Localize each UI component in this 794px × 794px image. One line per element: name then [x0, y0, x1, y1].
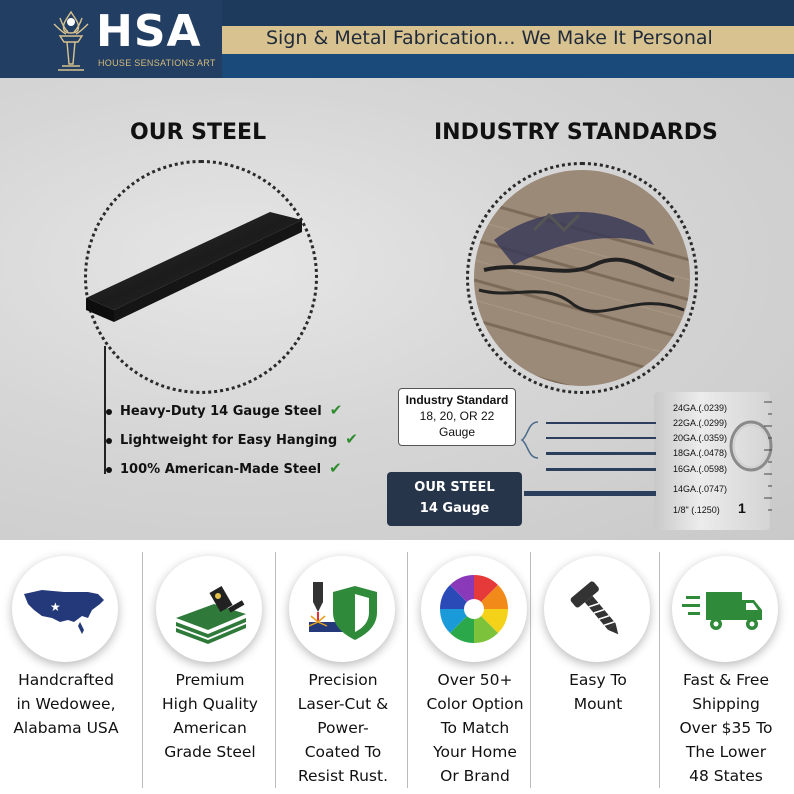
bracket-icon [520, 420, 540, 460]
gauge-line-16 [546, 468, 656, 471]
feature-line: American [173, 719, 247, 737]
steel-sheets-icon [156, 556, 262, 662]
color-wheel-icon [421, 556, 527, 662]
logo-wordmark: HSA [96, 6, 202, 57]
feature-line: Power- [317, 719, 369, 737]
feature-line: Easy To [569, 671, 627, 689]
our-box-gauge: 14 Gauge [419, 501, 490, 516]
feature-line: Color Option [426, 695, 524, 713]
standard-box-unit: Gauge [438, 425, 476, 439]
feature-free-shipping [660, 540, 792, 794]
feature-american-made [106, 459, 342, 477]
feature-icon-circle [12, 556, 118, 662]
feature-line: Resist Rust. [297, 767, 389, 785]
feature-line: High Quality [162, 695, 258, 713]
check-icon: ✔ [329, 401, 343, 419]
feature-premium-steel [144, 540, 276, 794]
gauge-label-14: 14GA.(.0747) [673, 484, 728, 494]
feature-line: Over 50+ [437, 671, 513, 689]
steel-bar-image [84, 160, 318, 394]
feature-icon-circle [672, 556, 778, 662]
feature-label: Heavy-Duty 14 Gauge Steel [120, 404, 322, 419]
feature-icon-circle [156, 556, 262, 662]
feature-line: Precision [308, 671, 378, 689]
feature-text [409, 668, 541, 788]
feature-text [144, 668, 276, 764]
tagline-bar [222, 26, 794, 54]
gauge-label-20: 20GA.(.0359) [673, 433, 728, 443]
feature-strip [0, 540, 794, 794]
our-steel-title: OUR STEEL [130, 120, 267, 145]
feature-line: Laser-Cut & [297, 695, 389, 713]
laser-shield-icon [289, 556, 395, 662]
feature-line: 48 States [689, 767, 763, 785]
divider [530, 552, 531, 788]
feature-line: The Lower [685, 743, 767, 761]
our-steel-gauge-box [387, 472, 522, 526]
gauge-line-14 [524, 491, 656, 496]
feature-line: Alabama USA [13, 719, 119, 737]
header-banner [0, 0, 794, 78]
feature-text [532, 668, 664, 716]
gauge-label-16: 16GA.(.0598) [673, 464, 728, 474]
feature-text [0, 668, 132, 740]
feature-handcrafted [0, 540, 132, 794]
feature-line: Fast & Free [683, 671, 769, 689]
feature-heavy-duty [106, 401, 342, 419]
feature-color-options [409, 540, 541, 794]
feature-label: Lightweight for Easy Hanging [120, 433, 338, 448]
torch-logo-icon [48, 8, 94, 72]
feature-line: Over $35 To [679, 719, 773, 737]
usa-map-icon [12, 556, 118, 662]
feature-text [277, 668, 409, 788]
feature-icon-circle [289, 556, 395, 662]
standard-box-gauges: 18, 20, OR 22 [419, 409, 495, 423]
gauge-line-18 [546, 452, 656, 455]
feature-label: 100% American-Made Steel [120, 462, 322, 477]
gauge-label-eighth: 1/8" (.1250) [673, 505, 720, 515]
feature-line: Or Brand [440, 767, 510, 785]
logo-subtitle: HOUSE SENSATIONS ART [98, 58, 216, 68]
svg-text:★: ★ [50, 600, 61, 614]
our-box-title: OUR STEEL [414, 480, 495, 495]
header-stripe [222, 54, 794, 78]
bullet-dot [106, 438, 112, 444]
feature-line: Your Home [433, 743, 517, 761]
divider [142, 552, 143, 788]
ruler-ticks [760, 396, 772, 528]
feature-lightweight [106, 430, 358, 448]
feature-icon-circle [544, 556, 650, 662]
feature-line: Shipping [692, 695, 760, 713]
thin-metal-sign-photo [474, 170, 690, 386]
ruler-number: 1 [738, 500, 746, 516]
feature-line: Handcrafted [18, 671, 114, 689]
gauge-label-24: 24GA.(.0239) [673, 403, 728, 413]
feature-line: Grade Steel [164, 743, 256, 761]
feature-easy-mount [532, 540, 664, 794]
industry-standard-box [398, 388, 516, 446]
check-icon: ✔ [345, 430, 358, 448]
feature-line: Premium [175, 671, 245, 689]
tagline: Sign & Metal Fabrication... We Make It Personal [266, 27, 713, 49]
gauge-label-18: 18GA.(.0478) [673, 448, 728, 458]
bullet-dot [106, 409, 112, 415]
divider [275, 552, 276, 788]
gauge-line-22 [546, 422, 656, 424]
delivery-truck-icon [672, 556, 778, 662]
divider [407, 552, 408, 788]
feature-line: To Match [440, 719, 510, 737]
bullet-dot [106, 467, 112, 473]
check-icon: ✔ [329, 459, 342, 477]
feature-line: Coated To [304, 743, 382, 761]
feature-text [660, 668, 792, 788]
feature-icon-circle [421, 556, 527, 662]
gauge-label-22: 22GA.(.0299) [673, 418, 728, 428]
industry-standards-title: INDUSTRY STANDARDS [434, 120, 718, 145]
screw-icon [544, 556, 650, 662]
logo[interactable] [0, 0, 222, 78]
standard-box-title: Industry Standard [405, 393, 509, 407]
feature-laser-cut [277, 540, 409, 794]
gauge-line-20 [546, 437, 656, 439]
feature-line: Mount [573, 695, 623, 713]
feature-line: in Wedowee, [16, 695, 116, 713]
